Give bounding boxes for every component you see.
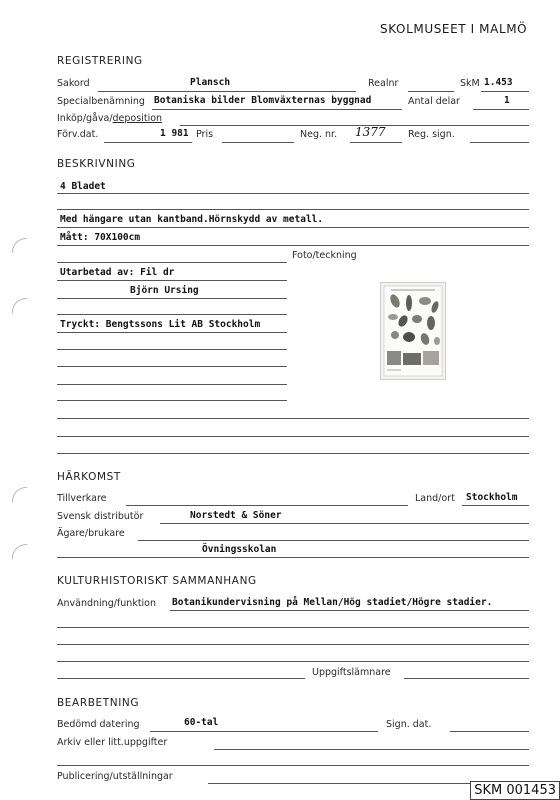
- rule: [57, 280, 287, 281]
- sakord-value: Plansch: [190, 77, 231, 88]
- antal-value: 1: [504, 95, 510, 106]
- pris-label: Pris: [196, 129, 214, 140]
- rule: [57, 627, 529, 628]
- poster-illustration: [381, 283, 445, 379]
- sign-line: [450, 731, 529, 732]
- antal-line: [473, 109, 529, 110]
- realnr-label: Realnr: [368, 78, 399, 89]
- distributor-value: Norstedt & Söner: [190, 510, 282, 521]
- uppgift-line: [404, 678, 529, 679]
- rule: [57, 366, 287, 367]
- datering-line: [150, 731, 378, 732]
- anv-label: Användning/funktion: [57, 598, 157, 609]
- punch-hole: [12, 238, 27, 253]
- rule: [57, 245, 529, 246]
- forv-label: Förv.dat.: [57, 129, 99, 140]
- registrering-heading: REGISTRERING: [57, 55, 143, 67]
- sakord-line: [98, 91, 356, 92]
- beskrivning-line1: 4 Bladet: [60, 181, 106, 192]
- datering-label: Bedömd datering: [57, 719, 140, 730]
- arkiv-line: [214, 749, 529, 750]
- rule: [57, 227, 529, 228]
- landort-value: Stockholm: [466, 492, 518, 503]
- special-label: Specialbenämning: [57, 96, 145, 107]
- rule: [57, 765, 529, 766]
- neg-line: [350, 142, 402, 143]
- agare-line: [138, 540, 529, 541]
- special-value: Botaniska bilder Blomväxternas byggnad: [154, 95, 372, 106]
- rule: [57, 193, 529, 194]
- rule: [57, 453, 529, 454]
- rule: [57, 644, 529, 645]
- arkiv-label: Arkiv eller litt.uppgifter: [57, 737, 168, 748]
- rule: [57, 436, 529, 437]
- rule: [57, 332, 287, 333]
- rule: [57, 262, 287, 263]
- tryckt-text: Tryckt: Bengtssons Lit AB Stockholm: [60, 319, 261, 330]
- skm-value: 1.453: [484, 77, 513, 88]
- regsign-label: Reg. sign.: [408, 129, 455, 140]
- catalog-number-stamp: SKM 001453: [470, 781, 560, 800]
- beskrivning-line2: Med hängare utan kantband.Hörnskydd av metall.: [60, 214, 324, 225]
- harkomst-heading: HÄRKOMST: [57, 471, 121, 483]
- neg-value: 1377: [355, 125, 386, 139]
- neg-label: Neg. nr.: [300, 129, 338, 140]
- rule: [57, 314, 287, 315]
- rule: [57, 384, 287, 385]
- poster-photo: [380, 282, 446, 380]
- regsign-line: [470, 142, 529, 143]
- anv-line: [170, 610, 529, 611]
- punch-hole: [12, 487, 27, 502]
- rule: [57, 298, 287, 299]
- rule: [57, 678, 305, 679]
- kultur-heading: KULTURHISTORISKT SAMMANHANG: [57, 575, 257, 587]
- rule: [57, 418, 529, 419]
- foto-label: Foto/teckning: [292, 250, 357, 261]
- sign-label: Sign. dat.: [386, 719, 432, 730]
- publ-label: Publicering/utställningar: [57, 771, 173, 782]
- anv-value: Botanikundervisning på Mellan/Hög stadiet/Högre stadier.: [172, 597, 493, 608]
- distributor-label: Svensk distributör: [57, 511, 144, 522]
- skm-label: SkM: [460, 78, 480, 89]
- punch-hole: [12, 298, 27, 313]
- antal-label: Antal delar: [408, 96, 460, 107]
- tillverkare-label: Tillverkare: [57, 493, 107, 504]
- rule: [57, 557, 529, 558]
- beskrivning-heading: BESKRIVNING: [57, 158, 136, 170]
- author-text: Björn Ursing: [130, 285, 199, 296]
- landort-line: [462, 505, 529, 506]
- bearbetning-heading: BEARBETNING: [57, 697, 140, 709]
- forv-line: [104, 142, 192, 143]
- agare-value: Övningsskolan: [202, 544, 277, 555]
- punch-hole: [12, 544, 27, 559]
- utarbetad-text: Utarbetad av: Fil dr: [60, 267, 175, 278]
- beskrivning-line3: Mått: 70X100cm: [60, 232, 141, 243]
- datering-value: 60-tal: [184, 717, 219, 728]
- rule: [57, 349, 287, 350]
- uppgift-label: Uppgiftslämnare: [312, 667, 391, 678]
- forv-value: 1 981: [160, 128, 189, 139]
- landort-label: Land/ort: [415, 493, 455, 504]
- pris-line: [222, 142, 294, 143]
- deposition-underlined: deposition: [112, 113, 163, 124]
- realnr-line: [408, 91, 454, 92]
- special-line: [152, 109, 402, 110]
- museum-title: SKOLMUSEET I MALMÖ: [380, 22, 528, 36]
- distributor-line: [160, 523, 529, 524]
- sakord-label: Sakord: [57, 78, 90, 89]
- tillverkare-line: [126, 505, 408, 506]
- rule: [57, 209, 529, 210]
- agare-label: Ägare/brukare: [57, 528, 125, 539]
- rule: [57, 661, 529, 662]
- inkop-label: Inköp/gåva/deposition: [57, 113, 163, 124]
- skm-line: [481, 91, 529, 92]
- rule: [57, 400, 287, 401]
